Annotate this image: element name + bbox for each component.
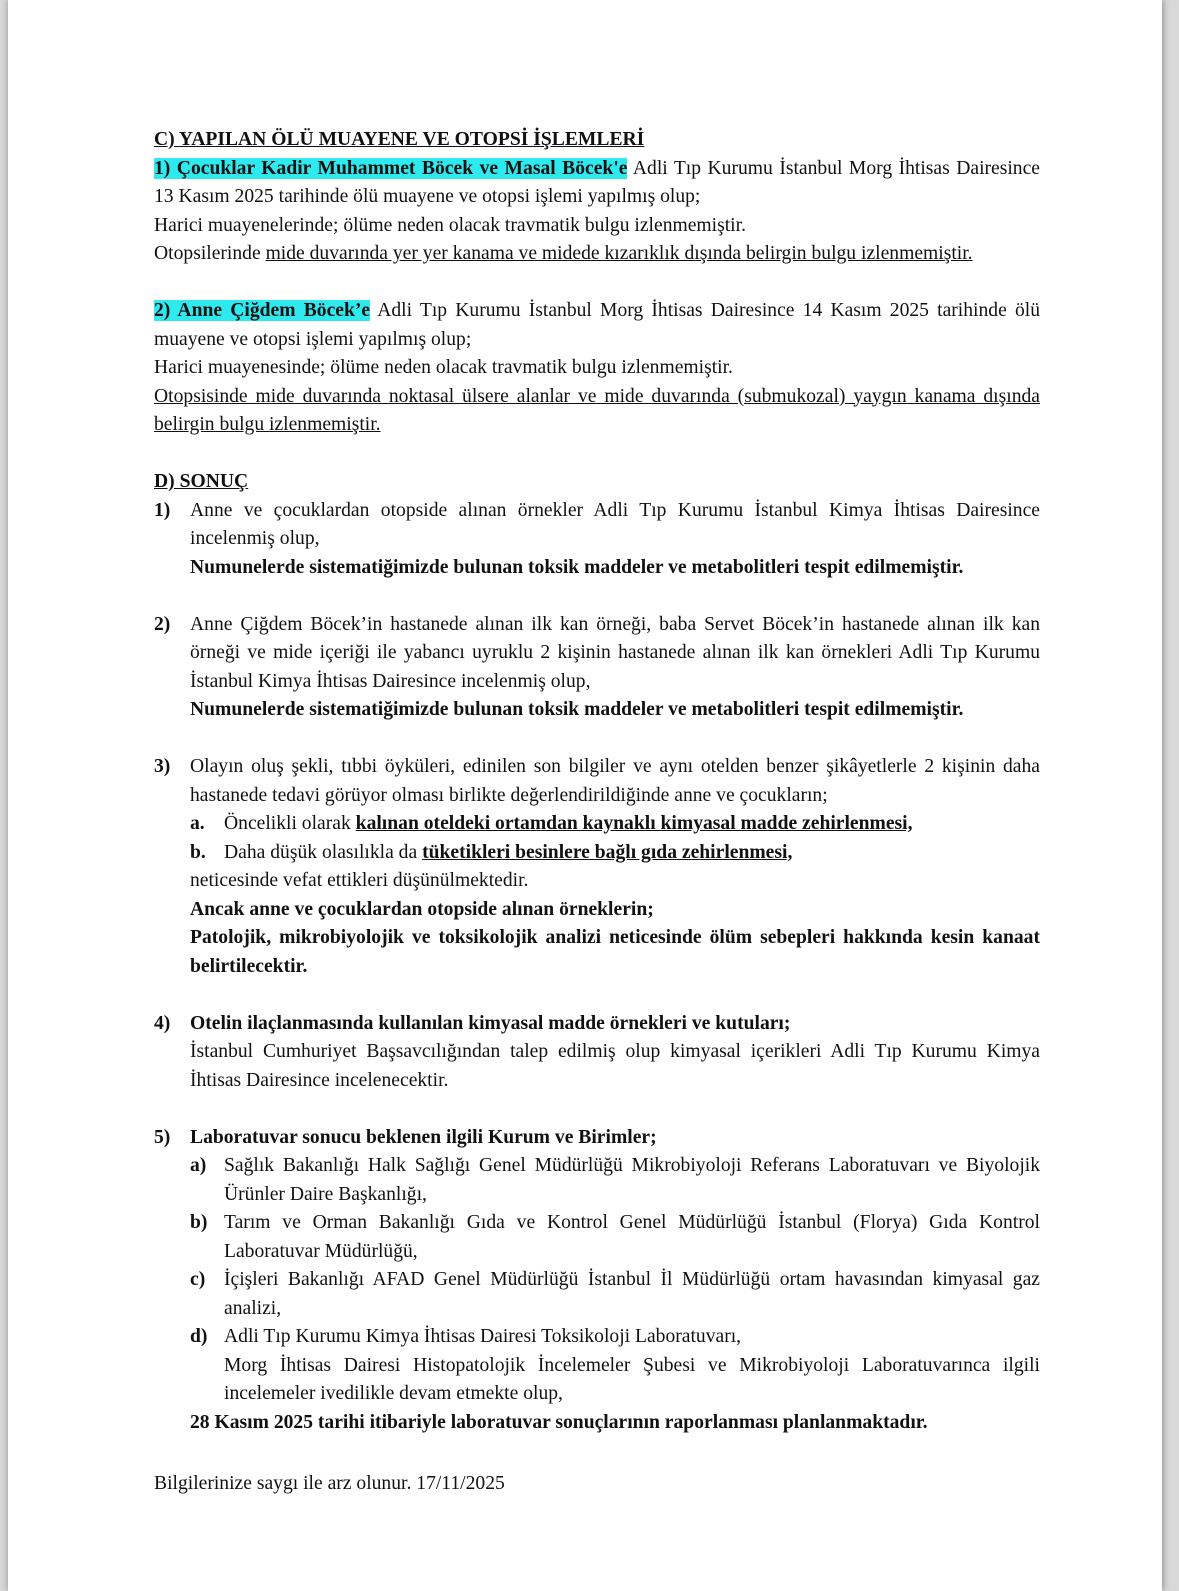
item3-text: Olayın oluş şekli, tıbbi öyküleri, edinilen son bilgiler ve aynı otelden benzer şikâyetlerle 2 kişinin daha hastanede tedavi görüyor olması birlikte değerlendirildiğinde anne ve çocukların; (190, 756, 1040, 806)
sub-letter: c) (190, 1269, 206, 1290)
section-c-paragraph-2 (154, 297, 1040, 354)
item-number: 5) (154, 1126, 171, 1148)
sub-text: İçişleri Bakanlığı AFAD Genel Müdürlüğü İstanbul İl Müdürlüğü ortam havasından kimyasal gaz analizi, (224, 1269, 1040, 1319)
item5-final-bold: 28 Kasım 2025 tarihi itibariyle laboratuvar sonuçlarının raporlanması planlanmaktadır. (190, 1411, 928, 1433)
item3-sub-a (190, 810, 1040, 839)
document-body (154, 126, 1040, 1437)
item4-bold: Otelin ilaçlanmasında kullanılan kimyasal madde örnekleri ve kutuları; (190, 1012, 791, 1034)
children-names-highlight: 1) Çocuklar Kadir Muhammet Böcek ve Masal Böcek'e (154, 157, 628, 179)
section-c-heading: C) YAPILAN ÖLÜ MUAYENE VE OTOPSİ İŞLEMLERİ (154, 129, 645, 150)
sub-b-prefix: Daha düşük olasılıkla da (224, 841, 423, 863)
p2-line2: Harici muayenesinde; ölüme neden olacak travmatik bulgu izlenmemiştir. (154, 357, 733, 378)
p1-text: Adli Tıp Kurumu İstanbul Morg İhtisas Dairesince 13 Kasım 2025 tarihinde ölü muayene ve otopsi işlemi yapılmış olup; (154, 157, 1040, 207)
result-item-3 (154, 753, 1040, 981)
sub-a-bold: kalınan oteldeki ortamdan kaynaklı kimyasal madde zehirlenmesi, (355, 813, 913, 834)
p1-line3-prefix: Otopsilerinde (154, 243, 266, 264)
item3-bold1: Ancak anne ve çocuklardan otopside alınan örneklerin; (190, 898, 654, 920)
sub-letter: a. (190, 813, 205, 834)
item5-sub-b (190, 1209, 1040, 1266)
item-number: 4) (154, 1012, 171, 1034)
sub-text: Sağlık Bakanlığı Halk Sağlığı Genel Müdürlüğü Mikrobiyoloji Referans Laboratuvarı ve Biyolojik Ürünler Daire Başkanlığı, (224, 1155, 1040, 1205)
sub-letter: b. (190, 841, 206, 863)
p1-line2: Harici muayenelerinde; ölüme neden olacak travmatik bulgu izlenmemiştir. (154, 214, 746, 236)
section-c-paragraph-1 (154, 155, 1040, 212)
sub-letter: b) (190, 1212, 208, 1233)
p1-line3 (154, 240, 1040, 269)
result-item-1 (154, 497, 1040, 583)
item5-sub-c (190, 1266, 1040, 1323)
item2-text: Anne Çiğdem Böcek’in hastanede alınan ilk kan örneği, baba Servet Böcek’in hastanede alınan ilk kan örneği ve mide içeriği ile yabancı uyruklu 2 kişinin hastanede alınan ilk kan örnekleri Adli Tıp Kurumu İstanbul Kimya İhtisas Dairesince incelenmiş olup, (190, 613, 1040, 692)
item5-sub-d (190, 1323, 1040, 1409)
sub-a-prefix: Öncelikli olarak (224, 813, 356, 834)
item3-sub-b (190, 839, 1040, 868)
item-number: 3) (154, 756, 171, 777)
sub-text: Adli Tıp Kurumu Kimya İhtisas Dairesi Toksikoloji Laboratuvarı, (224, 1326, 742, 1347)
sub-b-bold: tüketikleri besinlere bağlı gıda zehirlenmesi, (422, 841, 793, 863)
item5-bold: Laboratuvar sonucu beklenen ilgili Kurum ve Birimler; (190, 1126, 657, 1148)
closing-line: Bilgilerinize saygı ile arz olunur. 17/11/2025 (154, 1473, 505, 1494)
item1-text: Anne ve çocuklardan otopside alınan örnekler Adli Tıp Kurumu İstanbul Kimya İhtisas Dairesince incelenmiş olup, (190, 499, 1040, 549)
result-item-5 (154, 1124, 1040, 1438)
item3-bold2: Patolojik, mikrobiyolojik ve toksikolojik analizi neticesinde ölüm sebepleri hakkında kesin kanaat belirtilecektir. (190, 927, 1040, 977)
item3-after: neticesinde vefat ettikleri düşünülmektedir. (190, 870, 529, 891)
p1-line3-underlined: mide duvarında yer yer kanama ve midede kızarıklık dışında belirgin bulgu izlenmemiştir. (265, 243, 973, 264)
sub-letter: a) (190, 1155, 207, 1176)
item1-bold: Numunelerde sistematiğimizde bulunan toksik maddeler ve metabolitleri tespit edilmemiştir. (190, 556, 964, 578)
mother-name-highlight: 2) Anne Çiğdem Böcek’e (154, 300, 371, 321)
document-page (8, 0, 1162, 1591)
item-number: 1) (154, 499, 171, 521)
item-number: 2) (154, 613, 171, 635)
item5-sub-a (190, 1152, 1040, 1209)
item2-bold: Numunelerde sistematiğimizde bulunan toksik maddeler ve metabolitleri tespit edilmemiştir. (190, 699, 964, 720)
sub-d-line2: Morg İhtisas Dairesi Histopatolojik İncelemeler Şubesi ve Mikrobiyoloji Laboratuvarınca ilgili incelemeler ivedilikle devam etmekte olup, (224, 1354, 1040, 1404)
result-item-2 (154, 611, 1040, 725)
sub-letter: d) (190, 1326, 208, 1347)
item4-text: İstanbul Cumhuriyet Başsavcılığından talep edilmiş olup kimyasal içerikleri Adli Tıp Kurumu Kimya İhtisas Dairesince incelenecektir. (190, 1041, 1040, 1091)
result-item-4 (154, 1010, 1040, 1096)
p2-text: Adli Tıp Kurumu İstanbul Morg İhtisas Dairesince 14 Kasım 2025 tarihinde ölü muayene ve otopsi işlemi yapılmış olup; (154, 300, 1040, 350)
p2-line3: Otopsisinde mide duvarında noktasal ülsere alanlar ve mide duvarında (submukozal) yaygın kanama dışında belirgin bulgu izlenmemiştir. (154, 385, 1040, 435)
sub-text: Tarım ve Orman Bakanlığı Gıda ve Kontrol Genel Müdürlüğü İstanbul (Florya) Gıda Kontrol Laboratuvar Müdürlüğü, (224, 1212, 1040, 1262)
section-d-heading: D) SONUÇ (154, 471, 249, 492)
